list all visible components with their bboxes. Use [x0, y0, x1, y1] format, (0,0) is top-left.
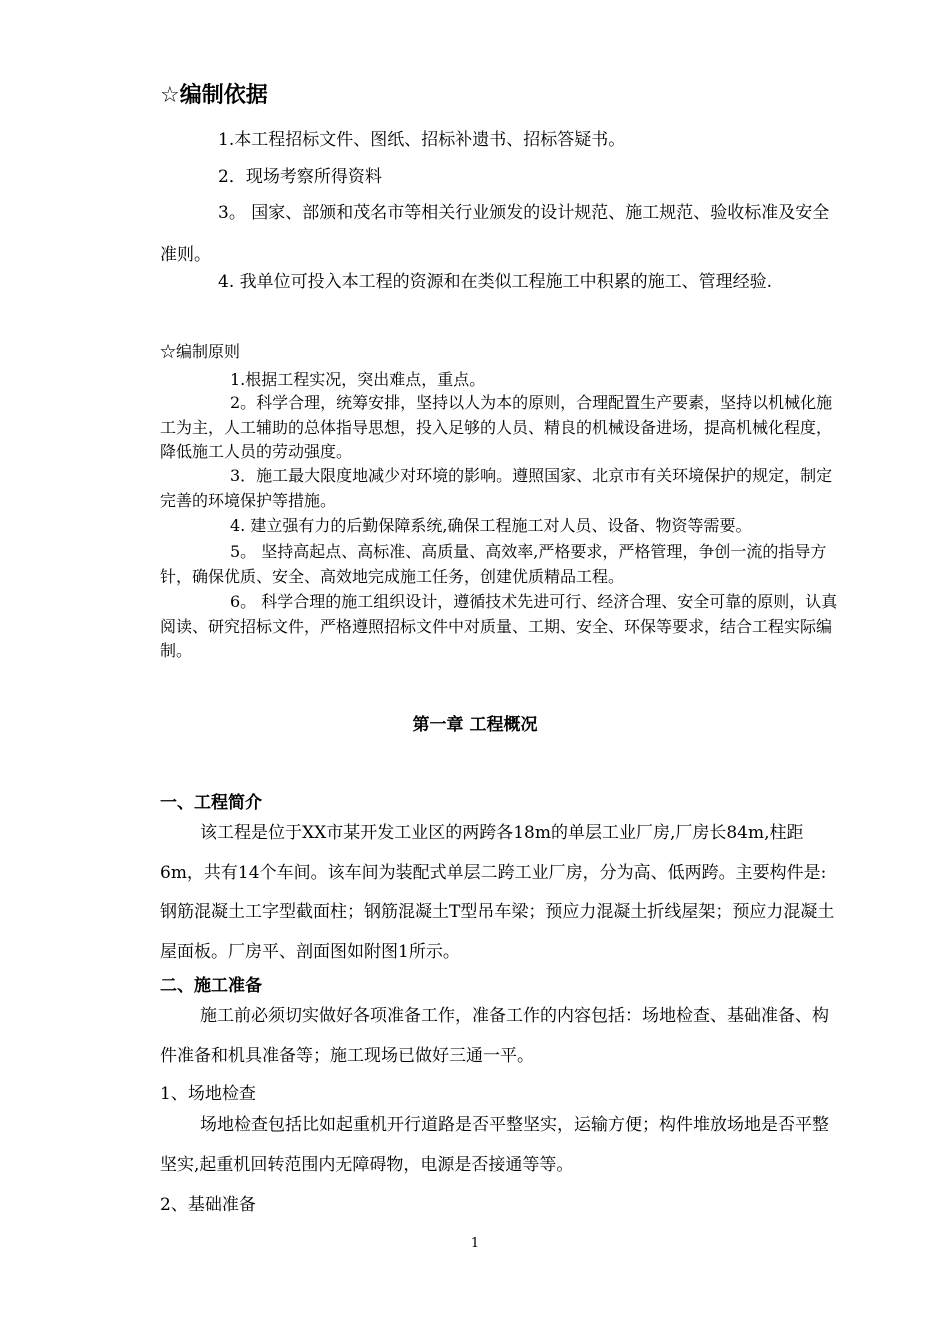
- principles-item-4: 4. 建立强有力的后勤保障系统,确保工程施工对人员、设备、物资等需要。: [230, 516, 752, 535]
- basis-heading: ☆编制依据: [160, 83, 268, 108]
- section2-heading: 二、施工准备: [160, 976, 262, 996]
- principles-item-5: 5。 坚持高起点、高标准、高质量、高效率,严格要求，严格管理，争创一流的指导方针，确保优质、安全、高效地完成施工任务，创建优质精品工程。: [160, 542, 827, 586]
- basis-item-4: 4. 我单位可投入本工程的资源和在类似工程施工中积累的施工、管理经验.: [218, 272, 773, 292]
- basis-item-1: 1.本工程招标文件、图纸、招标补遗书、招标答疑书。: [218, 130, 626, 150]
- section2-body: 施工前必须切实做好各项准备工作，准备工作的内容包括：场地检查、基础准备、构件准备和机具准备等；施工现场已做好三通一平。: [160, 1006, 829, 1066]
- principles-heading: ☆编制原则: [160, 342, 241, 361]
- chapter-title: 第一章 工程概况: [412, 715, 538, 735]
- section2-sub2-heading: 2、基础准备: [160, 1195, 256, 1215]
- basis-item-2: 2．现场考察所得资料: [218, 167, 382, 187]
- basis-item-3: 3。 国家、部颁和茂名市等相关行业颁发的设计规范、施工规范、验收标准及安全准则。: [160, 203, 830, 265]
- principles-item-1: 1.根据工程实况，突出难点，重点。: [230, 370, 486, 389]
- principles-item-3: 3．施工最大限度地减少对环境的影响。遵照国家、北京市有关环境保护的规定，制定完善的环境保护等措施。: [160, 466, 833, 510]
- page-number: 1: [470, 1236, 480, 1251]
- section1-body: 该工程是位于XX市某开发工业区的两跨各18m的单层工业厂房,厂房长84m,柱距6m，共有14个车间。该车间为装配式单层二跨工业厂房，分为高、低两跨。主要构件是:钢筋混凝土工字型截面柱；钢筋混凝土T型吊车梁；预应力混凝土折线屋架；预应力混凝土屋面板。厂房平、剖面图如附图1所示。: [160, 823, 835, 962]
- principles-item-2: 2。科学合理，统筹安排，坚持以人为本的原则，合理配置生产要素，坚持以机械化施工为主，人工辅助的总体指导思想，投入足够的人员、精良的机械设备进场，提高机械化程度，降低施工人员的劳动强度。: [160, 393, 833, 461]
- section2-sub1-heading: 1、场地检查: [160, 1084, 256, 1104]
- section2-sub1-body: 场地检查包括比如起重机开行道路是否平整坚实，运输方便；构件堆放场地是否平整坚实,起重机回转范围内无障碍物，电源是否接通等等。: [160, 1115, 829, 1175]
- principles-item-6: 6。 科学合理的施工组织设计，遵循技术先进可行、经济合理、安全可靠的原则，认真阅读、研究招标文件，严格遵照招标文件中对质量、工期、安全、环保等要求，结合工程实际编制。: [160, 592, 838, 660]
- section1-heading: 一、工程简介: [160, 793, 262, 813]
